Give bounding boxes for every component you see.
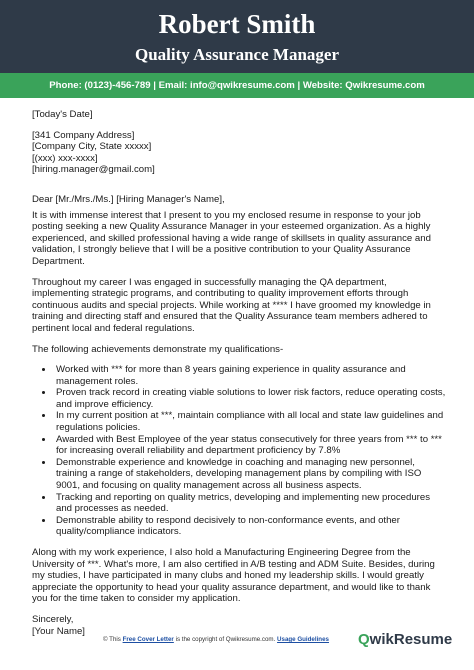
applicant-name: Robert Smith — [158, 9, 316, 39]
achievements-intro: The following achievements demonstrate my qualifications- — [32, 343, 284, 355]
list-item: • Demonstrable ability to respond decisively to non-conformance events, and other quality/compliance indicators. — [54, 515, 446, 538]
footer — [0, 630, 474, 652]
address-line: [341 Company Address] — [32, 129, 135, 141]
free-cover-letter-link[interactable]: Free Cover Letter — [122, 636, 174, 643]
paragraph-experience: Throughout my career I was engaged in successfully managing the QA department, implementing strategic programs, and contributing to quality improvement efforts through continuous audits and special projects. While working at **** I have groomed my knowledge in training and directing staff and ensured that the Quality Assurance team members adhered to pertinent local and federal regulations. — [32, 276, 431, 334]
paragraph-intro: It is with immense interest that I present to you my enclosed resume in response to your job posting seeking a new Quality Assurance Manager in your esteemed organization. As a highly experienced, and skilled professional having a wide range of skillsets in quality assurance and validation, I strongly believe that I will be a positive contribution to your Quality Assurance Department. — [32, 209, 431, 267]
letter-body — [32, 109, 446, 637]
salutation: Dear [Mr./Mrs./Ms.] [Hiring Manager's Name], — [32, 193, 225, 205]
copyright-notice — [103, 636, 329, 643]
copyright-middle: is the copyright of Qwikresume.com. — [175, 636, 276, 643]
list-item: • Demonstrable experience and knowledge in coaching and managing new personnel, training a range of stakeholders, developing management plans by compiling with ISO 9001, and focusing on quality management across all business aspects. — [54, 457, 446, 492]
list-item: • Tracking and reporting on quality metrics, developing and implementing new procedures and processes as needed. — [54, 492, 446, 515]
letter-date: [Today's Date] — [32, 109, 93, 120]
list-item: • Awarded with Best Employee of the year status consecutively for three years from *** to *** for increasing overall reliability and department proficiency by 7.8% — [54, 434, 446, 457]
list-item: • Worked with *** for more than 8 years gaining experience in quality assurance and management roles. — [54, 364, 446, 387]
qwikresume-logo[interactable]: QwikResume — [358, 631, 453, 648]
address-line: [hiring.manager@gmail.com] — [32, 164, 155, 176]
address-line: [Company City, State xxxxx] — [32, 141, 152, 153]
list-item: • Proven track record in creating viable solutions to lower risk factors, reduce operating costs, and improve efficiency. — [54, 387, 446, 410]
job-title: Quality Assurance Manager — [135, 45, 339, 64]
letterhead — [0, 0, 474, 73]
contact-bar: Phone: (0123)-456-789 | Email: info@qwikresume.com | Website: Qwikresume.com — [0, 73, 474, 98]
address-line: [(xxx) xxx-xxxx] — [32, 152, 98, 164]
paragraph-education: Along with my work experience, I also hold a Manufacturing Engineering Degree from the University of ***. What's more, I am also certified in A/B testing and ADM Suite. Besides, during my studies, I have participated in many clubs and honed my leadership skills. I would greatly appreciate the opportunity to head your quality assurance department, and would like to thank you for the time taken to consider my application. — [32, 547, 435, 605]
list-item: • In my current position at ***, maintain compliance with all local and state law guidelines and regulations policies. — [54, 410, 446, 433]
usage-guidelines-link[interactable]: Usage Guidelines — [277, 636, 329, 643]
signature: [Your Name] — [32, 625, 85, 637]
copyright-prefix: © This — [103, 636, 121, 643]
achievements-list — [32, 364, 446, 538]
closing: Sincerely, — [32, 613, 74, 625]
